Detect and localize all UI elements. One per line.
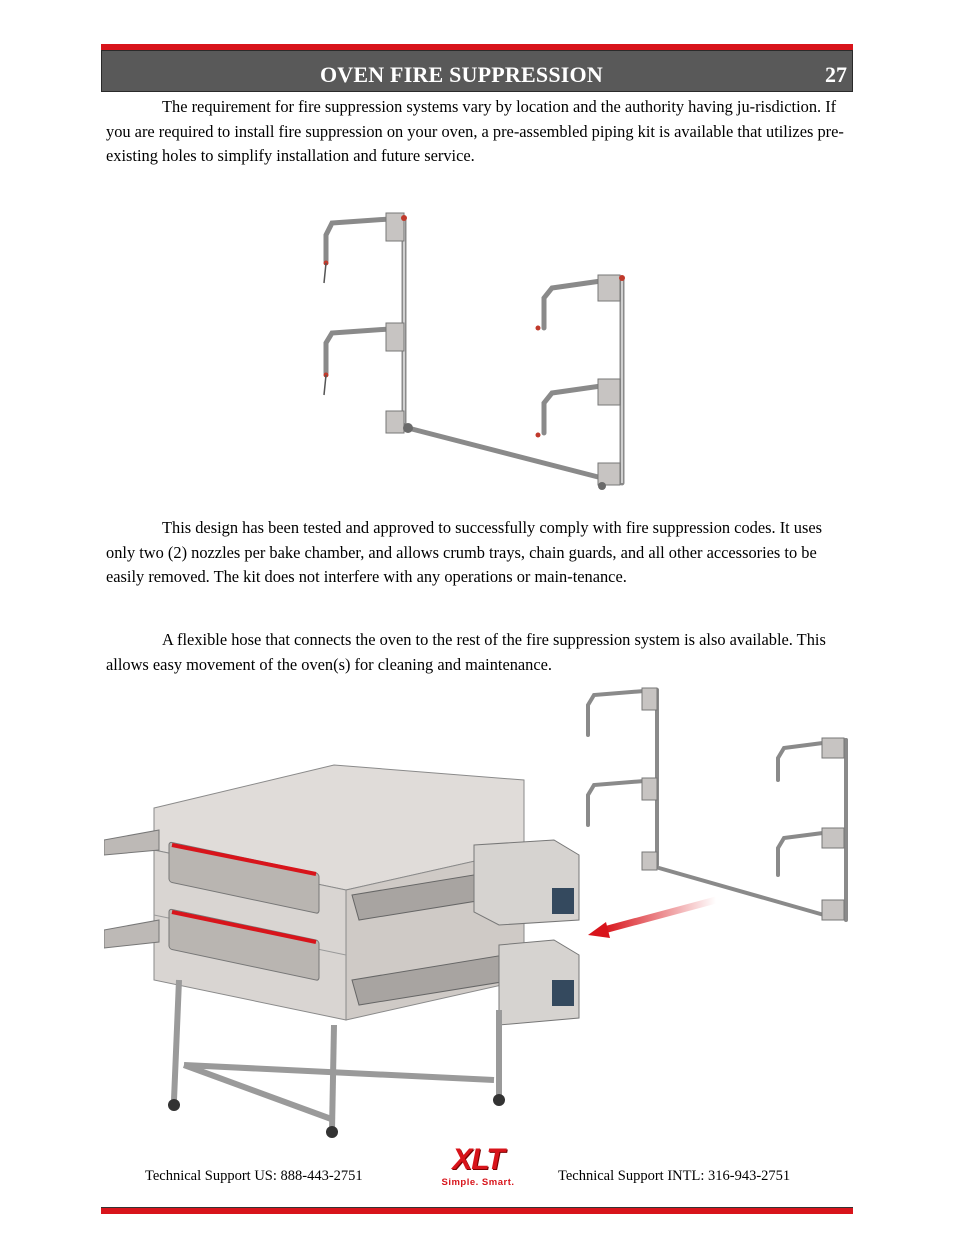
piping-kit-figure: [312, 183, 640, 509]
paragraph-intro-text: The requirement for fire suppression systems vary by location and the authority having ju-risdiction. If you are required to install fire suppression on your oven, a pre-assembled piping kit is available that utilizes pre-existing holes to simplify installation and future service.: [106, 97, 844, 165]
paragraph-design-text: This design has been tested and approved to successfully comply with fire suppression codes. It uses only two (2) nozzles per bake chamber, and allows crumb trays, chain guards, and all other accessories to be easily removed. The kit does not interfere with any operations or main-tenance.: [106, 518, 823, 586]
support-us: Technical Support US: 888-443-2751: [145, 1168, 363, 1184]
footer-rule: [101, 1207, 853, 1214]
oven-installation-figure: [104, 680, 850, 1145]
page-number: 27: [825, 62, 847, 87]
paragraph-design: [106, 516, 846, 590]
paragraph-hose-text: A flexible hose that connects the oven to the rest of the fire suppression system is also available. This allows easy movement of the oven(s) for cleaning and maintenance.: [106, 630, 826, 674]
page-title: OVEN FIRE SUPPRESSION: [320, 62, 603, 87]
xlt-logo: [428, 1143, 528, 1193]
paragraph-hose: [106, 628, 846, 677]
support-intl: Technical Support INTL: 316-943-2751: [558, 1168, 791, 1184]
logo-tagline: Simple. Smart.: [441, 1177, 515, 1188]
logo-wordmark: XLT: [452, 1143, 504, 1176]
paragraph-intro: [106, 95, 846, 169]
